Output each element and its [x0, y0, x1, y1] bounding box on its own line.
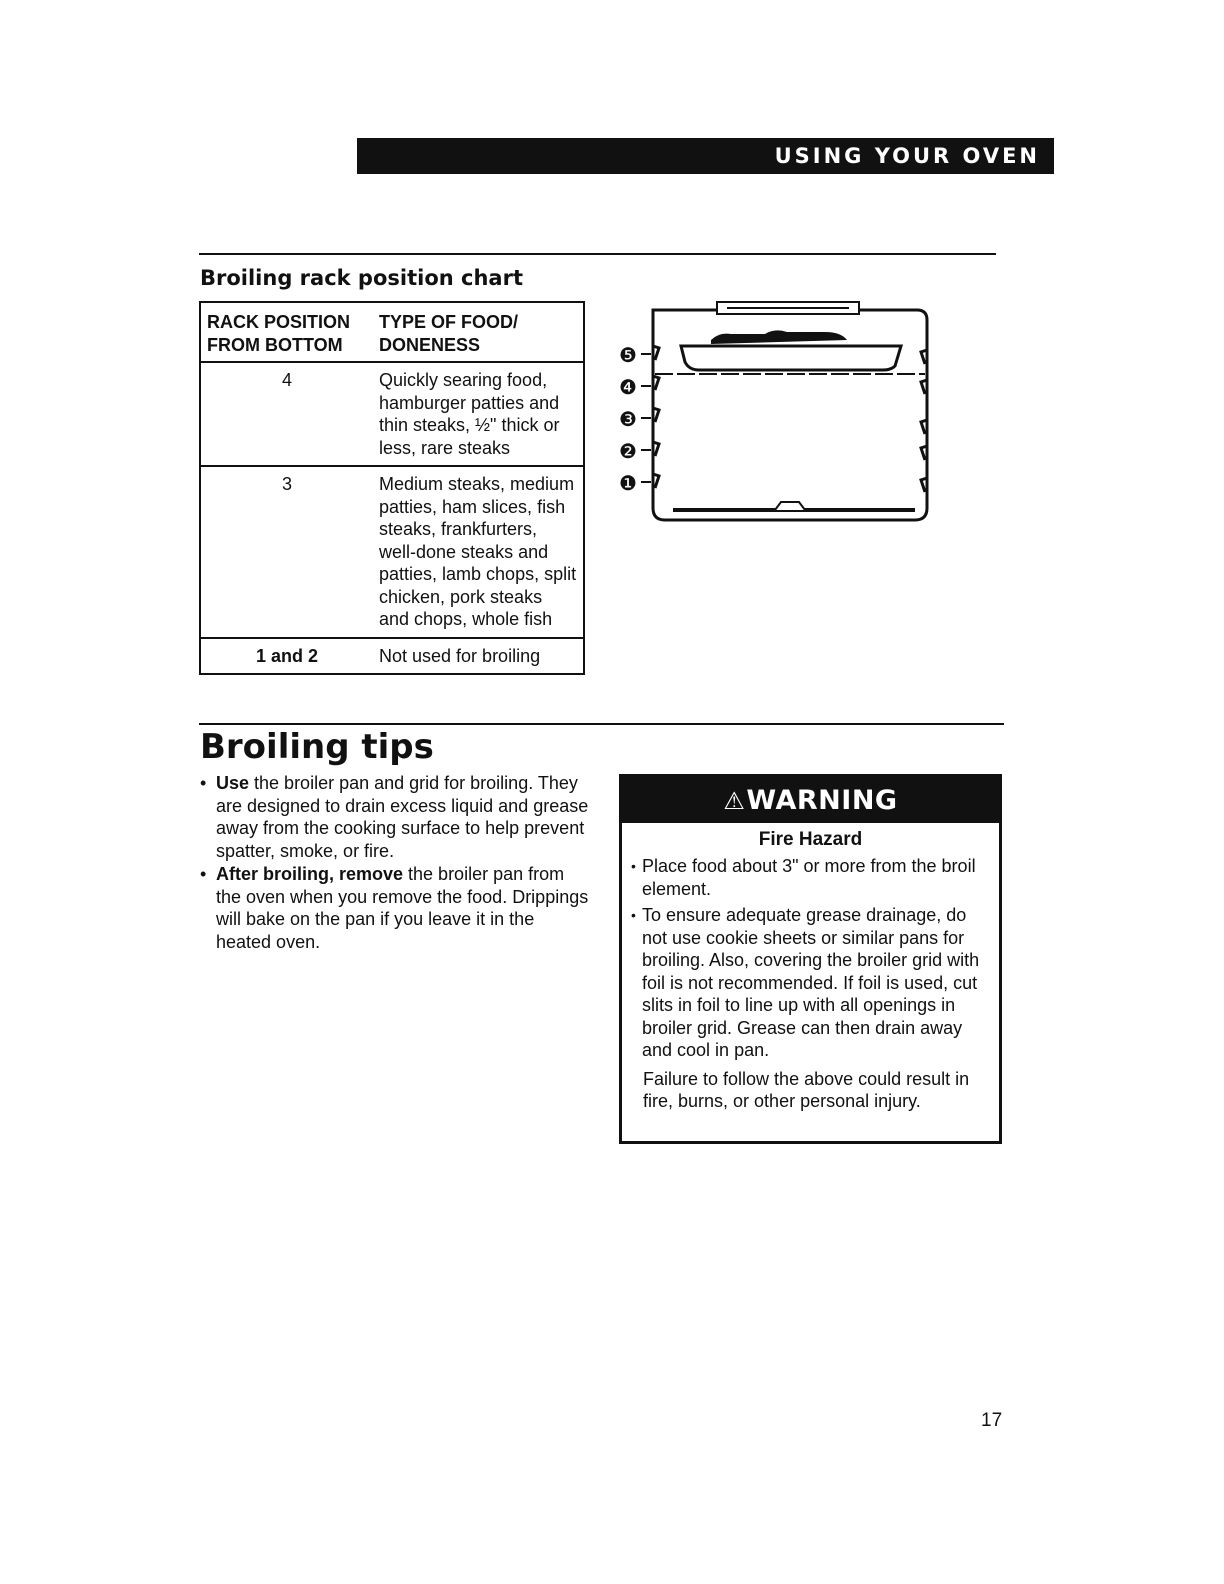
tip-lead: Use: [216, 773, 250, 793]
tip-text: the broiler pan from the oven when you remove the food. Drippings will bake on the pan if you leave it in the heated oven.: [216, 863, 589, 952]
chart-top-rule: [199, 253, 996, 255]
list-item: • Use the broiler pan and grid for broiling. They are designed to drain excess liquid and grease away from the cooking surface to help prevent spatter, smoke, or fire.: [200, 773, 589, 862]
broiling-tips-title: Broiling tips: [200, 727, 434, 767]
rack-number-labels: [619, 343, 637, 495]
warning-list: [622, 855, 999, 1062]
column-header-rack-position: RACK POSITION FROM BOTTOM: [200, 302, 373, 362]
broiler-pan: [681, 346, 901, 370]
rack-label-5: ❺: [619, 343, 637, 367]
list-item: • Place food about 3" or more from the broil element.: [631, 856, 976, 899]
rack-label-2: ❷: [619, 439, 637, 463]
tip-text: the broiler pan and grid for broiling. They are designed to drain excess liquid and grease away from the cooking surface to help prevent spatter, smoke, or fire.: [216, 773, 589, 862]
column-header-food-type: TYPE OF FOOD/ DONENESS: [373, 302, 584, 362]
table-row: [200, 638, 584, 675]
food-type-cell: Not used for broiling: [373, 638, 584, 675]
page-number: 17: [981, 1410, 1003, 1431]
warning-heading: [622, 777, 999, 823]
rack-position-table: [199, 301, 585, 675]
rack-position-cell: 3: [200, 466, 373, 638]
rack-label-1: ❶: [619, 471, 637, 495]
rack-position-cell: 4: [200, 362, 373, 466]
rack-label-4: ❹: [619, 375, 637, 399]
table-row: [200, 466, 584, 638]
oven-rack-diagram: [615, 296, 935, 528]
section-header-bar: [357, 138, 1054, 174]
hazard-title: Fire Hazard: [758, 829, 863, 850]
food-type-cell: Quickly searing food, hamburger patties and thin steaks, ½" thick or less, rare steaks: [373, 362, 584, 466]
warning-consequence: Failure to follow the above could result in fire, burns, or other personal injury.: [643, 1068, 970, 1111]
rack-position-cell: 1 and 2: [200, 638, 373, 675]
warning-label: WARNING: [746, 785, 898, 816]
warning-box: [619, 774, 1002, 1144]
section-label: USING YOUR OVEN: [774, 144, 1040, 168]
tips-top-rule: [199, 723, 1004, 725]
warning-triangle-icon: ⚠: [723, 787, 746, 815]
list-item: • After broiling, remove the broiler pan from the oven when you remove the food. Drippings will bake on the pan if you leave it in the heated oven.: [200, 863, 589, 952]
table-header-row: [200, 302, 584, 362]
broiling-tips-list: [200, 772, 590, 954]
food-on-grid: [711, 330, 847, 344]
food-type-cell: Medium steaks, medium patties, ham slices, fish steaks, frankfurters, well-done steaks and patties, lamb chops, split chicken, pork steaks and chops, whole fish: [373, 466, 584, 638]
list-item: • To ensure adequate grease drainage, do not use cookie sheets or similar pans for broiling. Also, covering the broiler grid with foil is not recommended. If foil is used, cut slits in foil to line up with all openings in broiler grid. Grease can then drain away and cool in pan.: [631, 905, 980, 1060]
tip-lead: After broiling, remove: [216, 863, 404, 884]
rack-label-3: ❸: [619, 407, 637, 431]
table-row: [200, 362, 584, 466]
rack-chart-title: Broiling rack position chart: [200, 266, 523, 290]
